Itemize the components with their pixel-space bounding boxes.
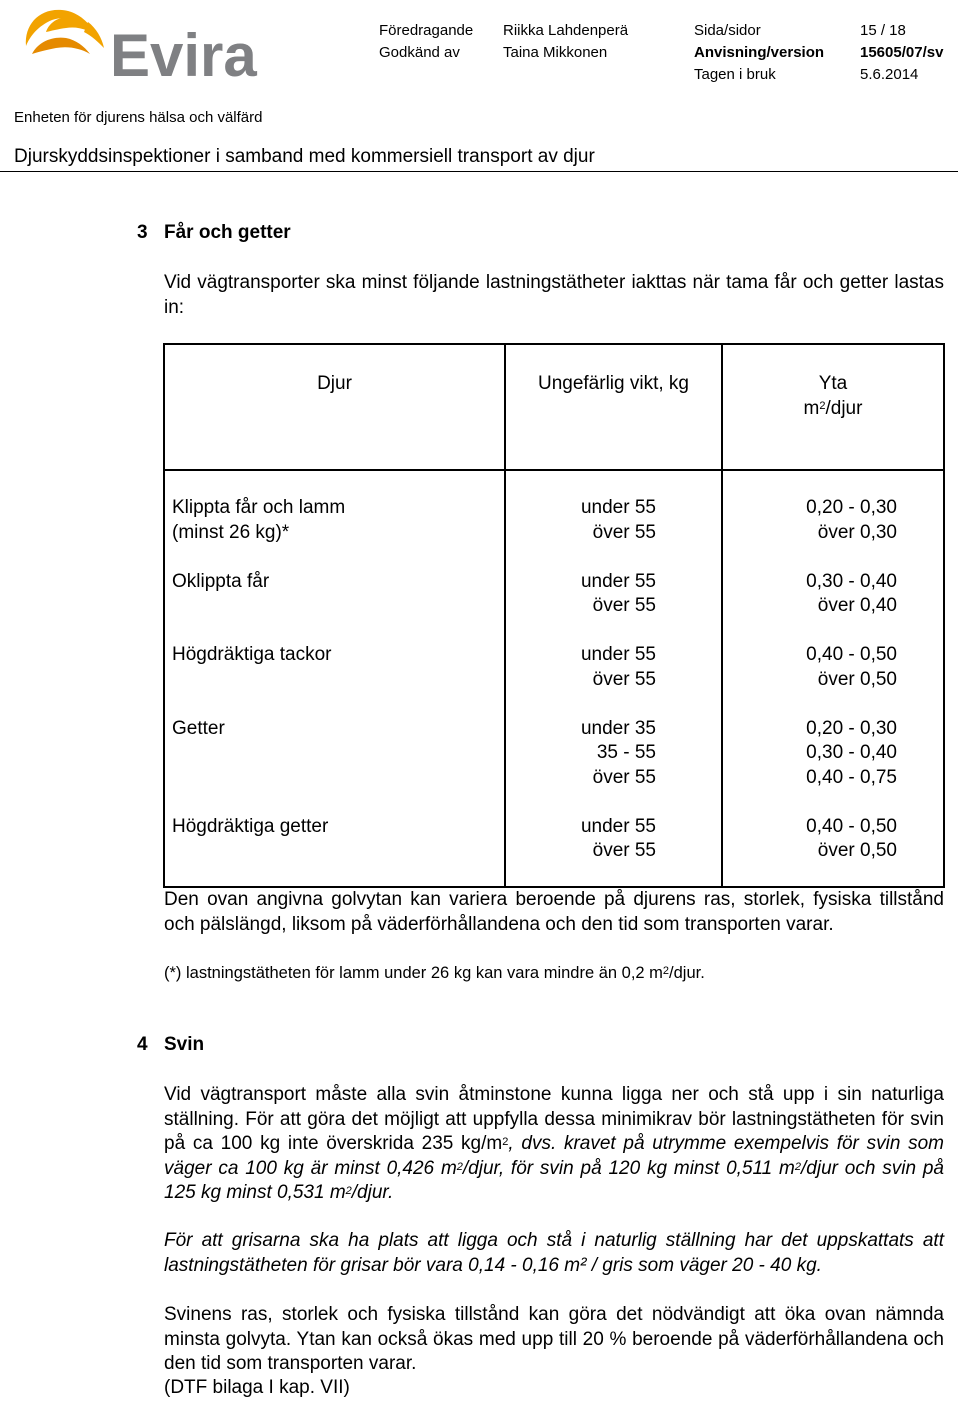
lamb-footnote-sup: 2 xyxy=(662,965,670,977)
pig-paragraph-3: Svinens ras, storlek och fysiska tillstånd kan göra det nödvändigt att öka ovan nämnda minsta golvyta. Ytan kan också ökas med upp till 20 % beroende på väderförhållandena och den tid som transporten varar. xyxy=(164,1304,944,1374)
lamb-footnote xyxy=(164,961,944,986)
animal-cell: Oklippta får xyxy=(172,570,270,592)
section-3-number: 3 xyxy=(137,222,148,243)
header-weight: Ungefärlig vikt, kg xyxy=(505,344,722,470)
section-3-title: Får och getter xyxy=(164,222,291,243)
weight-column xyxy=(505,470,722,887)
document-title: Djurskyddsinspektioner i samband med kommersiell transport av djur xyxy=(14,146,595,167)
weights-cell: 35 - 55 xyxy=(596,742,656,763)
weights-cell: över 55 xyxy=(592,840,656,861)
weights-cell: över 55 xyxy=(592,595,656,616)
pig-reference: (DTF bilaga I kap. VII) xyxy=(164,1377,350,1398)
header-area-rest: /djur xyxy=(825,398,863,419)
weights-cell: över 55 xyxy=(592,766,656,788)
header-area xyxy=(722,344,944,470)
header-area-sup: 2 xyxy=(819,400,826,412)
animal-cell: (minst 26 kg)* xyxy=(172,521,290,543)
areas-cell: över 0,30 xyxy=(817,521,897,543)
pig-paragraph-1 xyxy=(164,1083,944,1206)
p1-sup-4: 2 xyxy=(345,1185,352,1197)
animal-cell: Högdräktiga getter xyxy=(172,815,329,837)
section-4-number: 4 xyxy=(137,1034,148,1055)
p1-sup-1: 2 xyxy=(502,1136,509,1148)
logo-wordmark: Evira xyxy=(110,22,257,86)
approved-name: Taina Mikkonen xyxy=(503,44,608,61)
animal-cell: Getter xyxy=(172,717,225,739)
p1-sup-3: 2 xyxy=(794,1160,802,1173)
lamb-footnote-text: (*) lastningstätheten för lamm under 26 kg kan vara mindre än 0,2 m xyxy=(164,964,663,982)
weights-cell: över 55 xyxy=(592,668,656,690)
p1-part-e: /djur. xyxy=(351,1182,394,1203)
weights-cell: under 35 xyxy=(580,717,656,739)
floor-area-note: Den ovan angivna golvytan kan variera beroende på djurens ras, storlek, fysiska tillstånd och pälslängd, liksom på väderförhållandena och den tid som transporten varar. xyxy=(164,889,944,935)
p1-part-d: /djur och svin på 125 kg minst 0,531 m xyxy=(164,1157,944,1203)
areas-cell: 0,40 - 0,75 xyxy=(806,766,897,788)
effective-label: Tagen i bruk xyxy=(694,66,776,83)
areas-cell: över 0,40 xyxy=(817,595,897,616)
table-header-row xyxy=(164,344,944,470)
areas-cell: 0,30 - 0,40 xyxy=(806,742,897,763)
areas-cell: 0,20 - 0,30 xyxy=(806,717,897,739)
version-value: 15605/07/sv xyxy=(860,44,944,61)
pages-label: Sida/sidor xyxy=(694,22,761,39)
pages-value: 15 / 18 xyxy=(860,22,906,39)
areas-cell: 0,30 - 0,40 xyxy=(806,570,897,592)
weights-cell: under 55 xyxy=(580,570,656,592)
header-area-m: m xyxy=(803,398,820,419)
p1-part-c: /djur, för svin på 120 kg minst 0,511 m xyxy=(462,1157,795,1179)
header-area-line1: Yta xyxy=(818,373,848,394)
animal-cell: Högdräktiga tackor xyxy=(172,644,332,665)
version-label: Anvisning/version xyxy=(694,44,825,61)
animal-column xyxy=(164,470,505,887)
lamb-footnote-end: /djur. xyxy=(669,964,705,982)
effective-date: 5.6.2014 xyxy=(860,66,919,83)
areas-cell: 0,40 - 0,50 xyxy=(806,644,897,665)
p1-sup-2: 2 xyxy=(456,1160,463,1173)
header-divider xyxy=(0,171,958,172)
weights-cell: under 55 xyxy=(580,644,656,665)
p1-part-b: , dvs. kravet på utrymme exempelvis för svin som väger ca 100 kg är minst 0,426 m xyxy=(164,1133,945,1179)
weights-cell: under 55 xyxy=(580,815,656,837)
areas-cell: över 0,50 xyxy=(817,668,897,690)
p1-part-a: Vid vägtransport måste alla svin åtminstone kunna ligga ner och stå upp i sin naturliga ställning. För att göra det möjligt att uppfylla dessa minimikrav bör lastningstätheten för svin på ca 100 kg inte överskrida 235 kg/m xyxy=(164,1084,944,1154)
section-3-intro: Vid vägtransporter ska minst följande lastningstätheter iakttas när tama får och getter lastas in: xyxy=(164,272,944,318)
loading-density-table xyxy=(163,343,945,888)
document-meta xyxy=(0,18,960,88)
pig-paragraph-2: För att grisarna ska ha plats att ligga och stå i naturlig ställning har det uppskattats att lastningstätheten för grisar bör vara 0,14 - 0,16 m² / gris som väger 20 - 40 kg. xyxy=(164,1230,944,1276)
presenter-label: Föredragande xyxy=(379,22,474,39)
areas-cell: 0,40 - 0,50 xyxy=(806,815,897,837)
header-animal: Djur xyxy=(164,344,505,470)
areas-cell: över 0,50 xyxy=(817,840,897,861)
table-body-row xyxy=(164,470,944,887)
areas-cell: 0,20 - 0,30 xyxy=(806,497,897,518)
area-column xyxy=(722,470,944,887)
section-4-title: Svin xyxy=(164,1034,205,1055)
approved-label: Godkänd av xyxy=(379,44,460,61)
presenter-name: Riikka Lahdenperä xyxy=(503,22,629,39)
weights-cell: under 55 xyxy=(580,497,656,518)
unit-name: Enheten för djurens hälsa och välfärd xyxy=(14,109,263,126)
weights-cell: över 55 xyxy=(592,521,656,543)
animal-cell: Klippta får och lamm xyxy=(172,497,346,518)
